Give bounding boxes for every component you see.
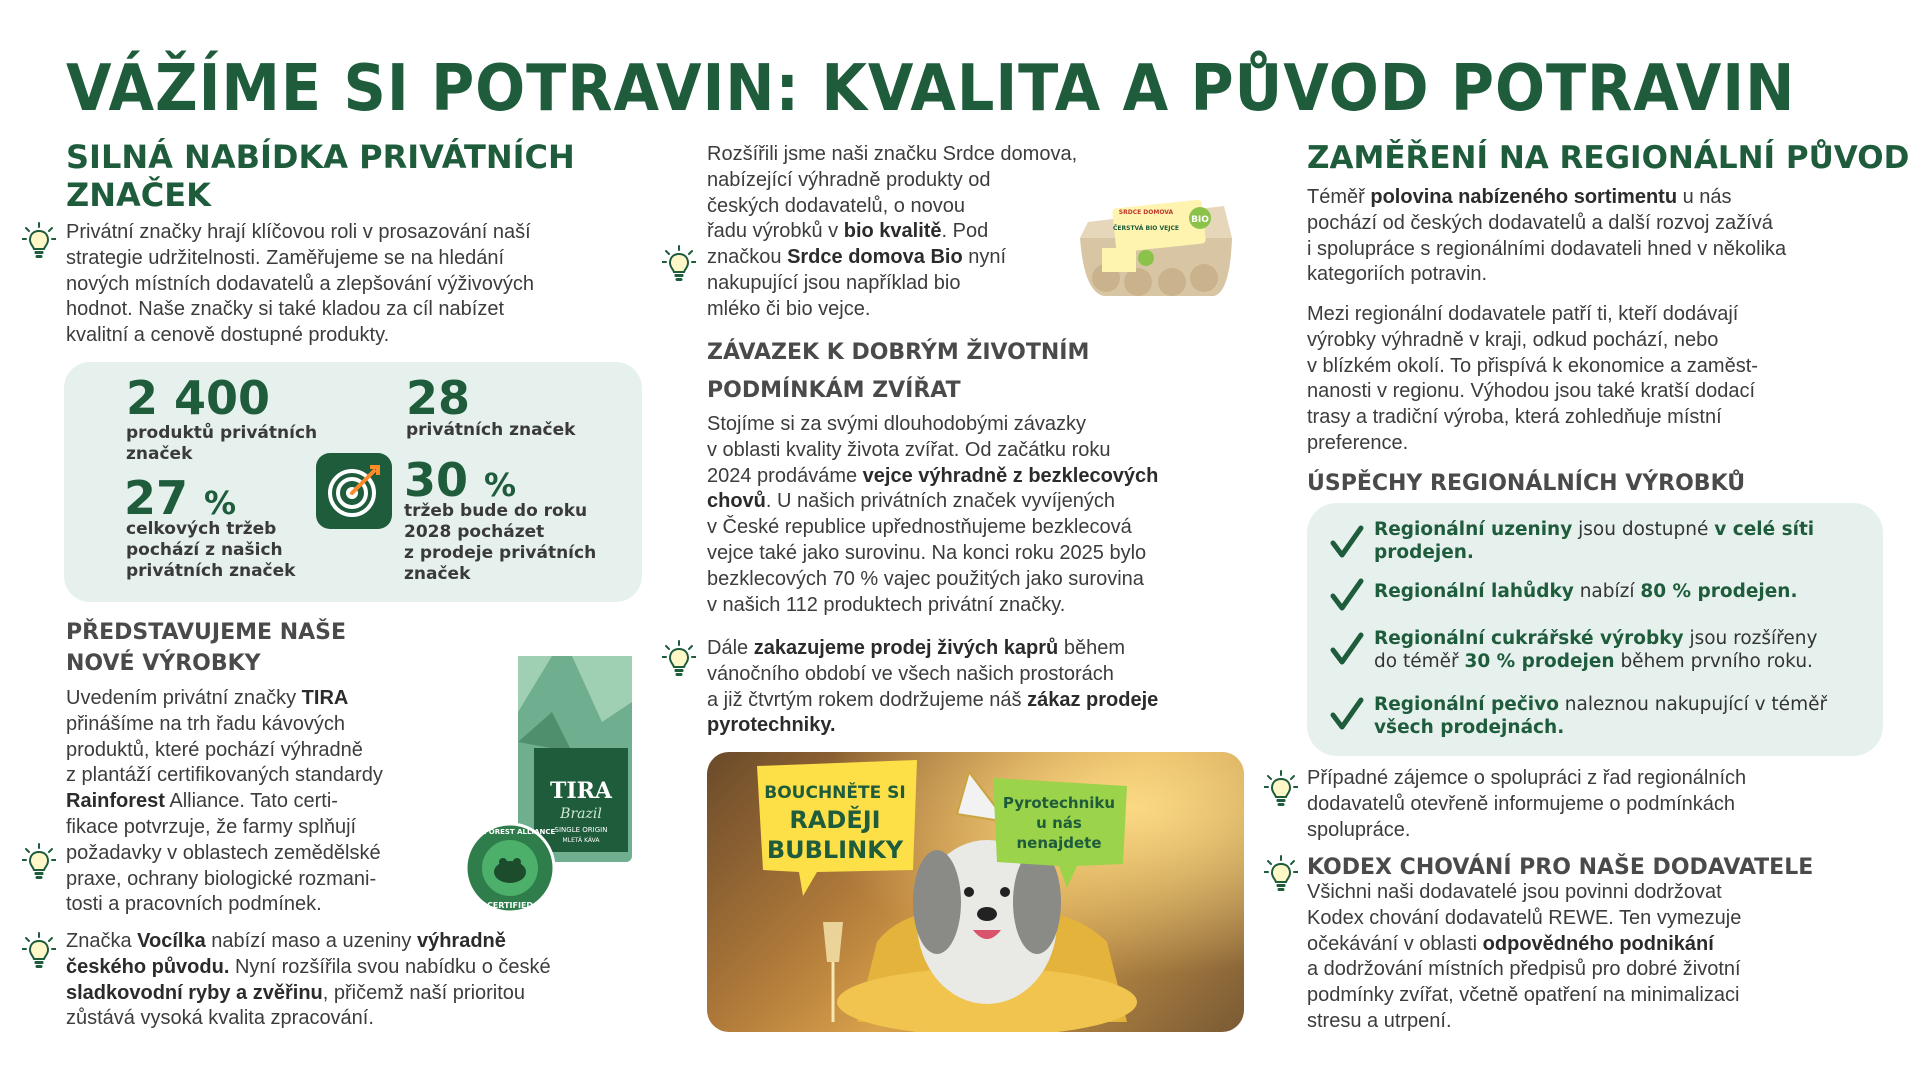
lightbulb-icon — [1264, 770, 1298, 810]
pack-brand: TIRA — [549, 778, 613, 804]
regional-intro-paragraph: Téměř polovina nabízeného sortimentu u nás pochází od českých dodavatelů a další rozvoj zažívá i spolupráce s regionálními dodavateli hned v několika kategoriích potravin. — [1307, 186, 1787, 286]
svg-text:MLETÁ KÁVA: MLETÁ KÁVA — [562, 837, 600, 844]
svg-text:Pyrotechniku: Pyrotechniku — [1002, 794, 1116, 812]
stat-brands-label: privátních značek — [406, 420, 576, 440]
stat-target-share: 30 % — [404, 453, 517, 507]
lightbulb-icon — [22, 932, 56, 972]
lightbulb-icon — [662, 245, 696, 285]
svg-text:RAINFOREST ALLIANCE: RAINFOREST ALLIANCE — [464, 828, 556, 836]
svg-text:CERTIFIED: CERTIFIED — [486, 901, 534, 910]
rainforest-alliance-badge — [462, 820, 558, 916]
private-brands-intro: Privátní značky hrají klíčovou roli v prosazování naší strategie udržitelnosti. Zaměřujeme se na hledání nových místních dodavatelů a zlepšování výživových hodnot. Naše značky si také kladou za cíl nabízet kvalitní a cenově dostupné produkty. — [66, 221, 535, 347]
lightbulb-icon — [662, 640, 696, 680]
bio-eggs-carton-image — [1074, 192, 1236, 304]
regional-success-heading: ÚSPĚCHY REGIONÁLNÍCH VÝROBKŮ — [1307, 471, 1746, 496]
cooperation-paragraph: Případné zájemce o spolupráci z řad regionálních dodavatelů otevřeně informujeme o podmínkách spolupráce. — [1307, 767, 1747, 841]
svg-text:Brazil: Brazil — [560, 806, 602, 822]
lightbulb-icon — [22, 222, 56, 262]
supplier-code-heading: KODEX CHOVÁNÍ PRO NAŠE DODAVATELE — [1307, 855, 1814, 880]
checkmark-icon — [1330, 697, 1364, 731]
target-icon — [316, 453, 392, 529]
checkmark-icon — [1330, 578, 1364, 612]
lightbulb-icon — [22, 843, 56, 883]
svg-text:u nás: u nás — [1036, 814, 1082, 832]
vocilka-paragraph: Značka Vocílka nabízí maso a uzeniny výhradně českého původu. Nyní rozšířila svou nabídku o české sladkovodní ryby a zvěřinu, přičemž naší prioritou zůstává vysoká kvalita zpracování. — [66, 930, 551, 1030]
animal-welfare-heading: ZÁVAZEK K DOBRÝM ŽIVOTNÍM PODMÍNKÁM ZVÍŘAT — [707, 340, 1090, 403]
svg-text:RADĚJI: RADĚJI — [789, 806, 881, 834]
checkmark-icon — [1330, 632, 1364, 666]
svg-text:BIO: BIO — [1191, 215, 1209, 225]
page-title: VÁŽÍME SI POTRAVIN: KVALITA A PŮVOD POTRAVIN — [66, 52, 1796, 126]
stat-products-count: 2 400 — [126, 371, 271, 425]
regional-suppliers-paragraph: Mezi regionální dodavatele patří ti, kteří dodávají výrobky výhradně v kraji, odkud pochází, nebo v blízkém okolí. To přispívá k ekonomice a zaměst- nanosti v regionu. Výhodou jsou také kratší dodací trasy a tradiční výroba, která zohledňuje místní preference. — [1307, 303, 1758, 454]
regional-item-delicatessen: Regionální lahůdky nabízí 80 % prodejen. — [1374, 581, 1798, 602]
carp-fireworks-paragraph: Dále zakazujeme prodej živých kaprů během vánočního období ve všech našich prostorách a již čtvrtým rokem dodržujeme náš zákaz prodeje pyrotechniky. — [707, 637, 1159, 737]
private-brands-heading: SILNÁ NABÍDKA PRIVÁTNÍCH ZNAČEK — [66, 138, 575, 214]
new-products-heading: PŘEDSTAVUJEME NAŠE NOVÉ VÝROBKY — [66, 620, 347, 676]
svg-text:nenajdete: nenajdete — [1016, 834, 1102, 852]
svg-text:BOUCHNĚTE SI: BOUCHNĚTE SI — [764, 783, 906, 803]
regional-item-confectionery: Regionální cukrářské výrobky jsou rozšířeny do téměř 30 % prodejen během prvního roku. — [1374, 628, 1818, 672]
regional-item-sausages: Regionální uzeniny jsou dostupné v celé síti prodejen. — [1374, 519, 1815, 563]
svg-text:SRDCE DOMOVA: SRDCE DOMOVA — [1118, 209, 1174, 216]
supplier-code-paragraph: Všichni naši dodavatelé jsou povinni dodržovat Kodex chování dodavatelů REWE. Ten vymezuje očekávání v oblasti odpovědného podnikání a dodržování místních předpisů pro dobré životní podmínky zvířat, včetně opatření na minimalizaci stresu a utrpení. — [1307, 881, 1742, 1032]
svg-text:SINGLE ORIGIN: SINGLE ORIGIN — [554, 826, 608, 834]
svg-text:ČERSTVÁ BIO VEJCE: ČERSTVÁ BIO VEJCE — [1113, 225, 1179, 232]
lightbulb-icon — [1264, 855, 1298, 895]
animal-welfare-paragraph: Stojíme si za svými dlouhodobými závazky v oblasti kvality života zvířat. Od začátku roku 2024 prodáváme vejce výhradně z bezklecových chovů. U našich privátních značek vyvíjených v České republice upřednostňujeme bezklecová vejce také jako surovinu. Na konci roku 2025 bylo bezklecových 70 % vajec použitých jako surovina v našich 112 produktech privátní značky. — [707, 413, 1159, 616]
tira-paragraph: Uvedením privátní značky TIRA přinášíme na trh řadu kávových produktů, které pochází výhradně z plantáží certifikovaných standardy Rainforest Alliance. Tato certi- fikace potvrzuje, že farmy splňují požadavky v oblastech zemědělské praxe, ochrany biologické rozmani- tosti a pracovních podmínek. — [66, 687, 383, 916]
stat-target-label: tržeb bude do roku 2028 pocházet z prodeje privátních značek — [404, 501, 597, 584]
stat-products-label: produktů privátních značek — [126, 423, 318, 464]
stat-revenue-label: celkových tržeb pochází z našich privátních značek — [126, 519, 296, 581]
regional-origin-heading: ZAMĚŘENÍ NA REGIONÁLNÍ PŮVOD — [1307, 140, 1910, 176]
dog-party-photo — [707, 752, 1244, 1032]
stat-brands-count: 28 — [406, 371, 471, 425]
regional-item-bakery: Regionální pečivo naleznou nakupující v téměř všech prodejnách. — [1374, 694, 1828, 738]
stat-revenue-share: 27 % — [124, 471, 237, 525]
checkmark-icon — [1330, 525, 1364, 559]
svg-text:BUBLINKY: BUBLINKY — [766, 836, 904, 864]
srdce-domova-paragraph: Rozšířili jsme naši značku Srdce domova, nabízející výhradně produkty od českých dodavatelů, o novou řadu výrobků v bio kvalitě. Pod značkou Srdce domova Bio nyní nakupující jsou například bio mléko či bio vejce. — [707, 143, 1078, 320]
